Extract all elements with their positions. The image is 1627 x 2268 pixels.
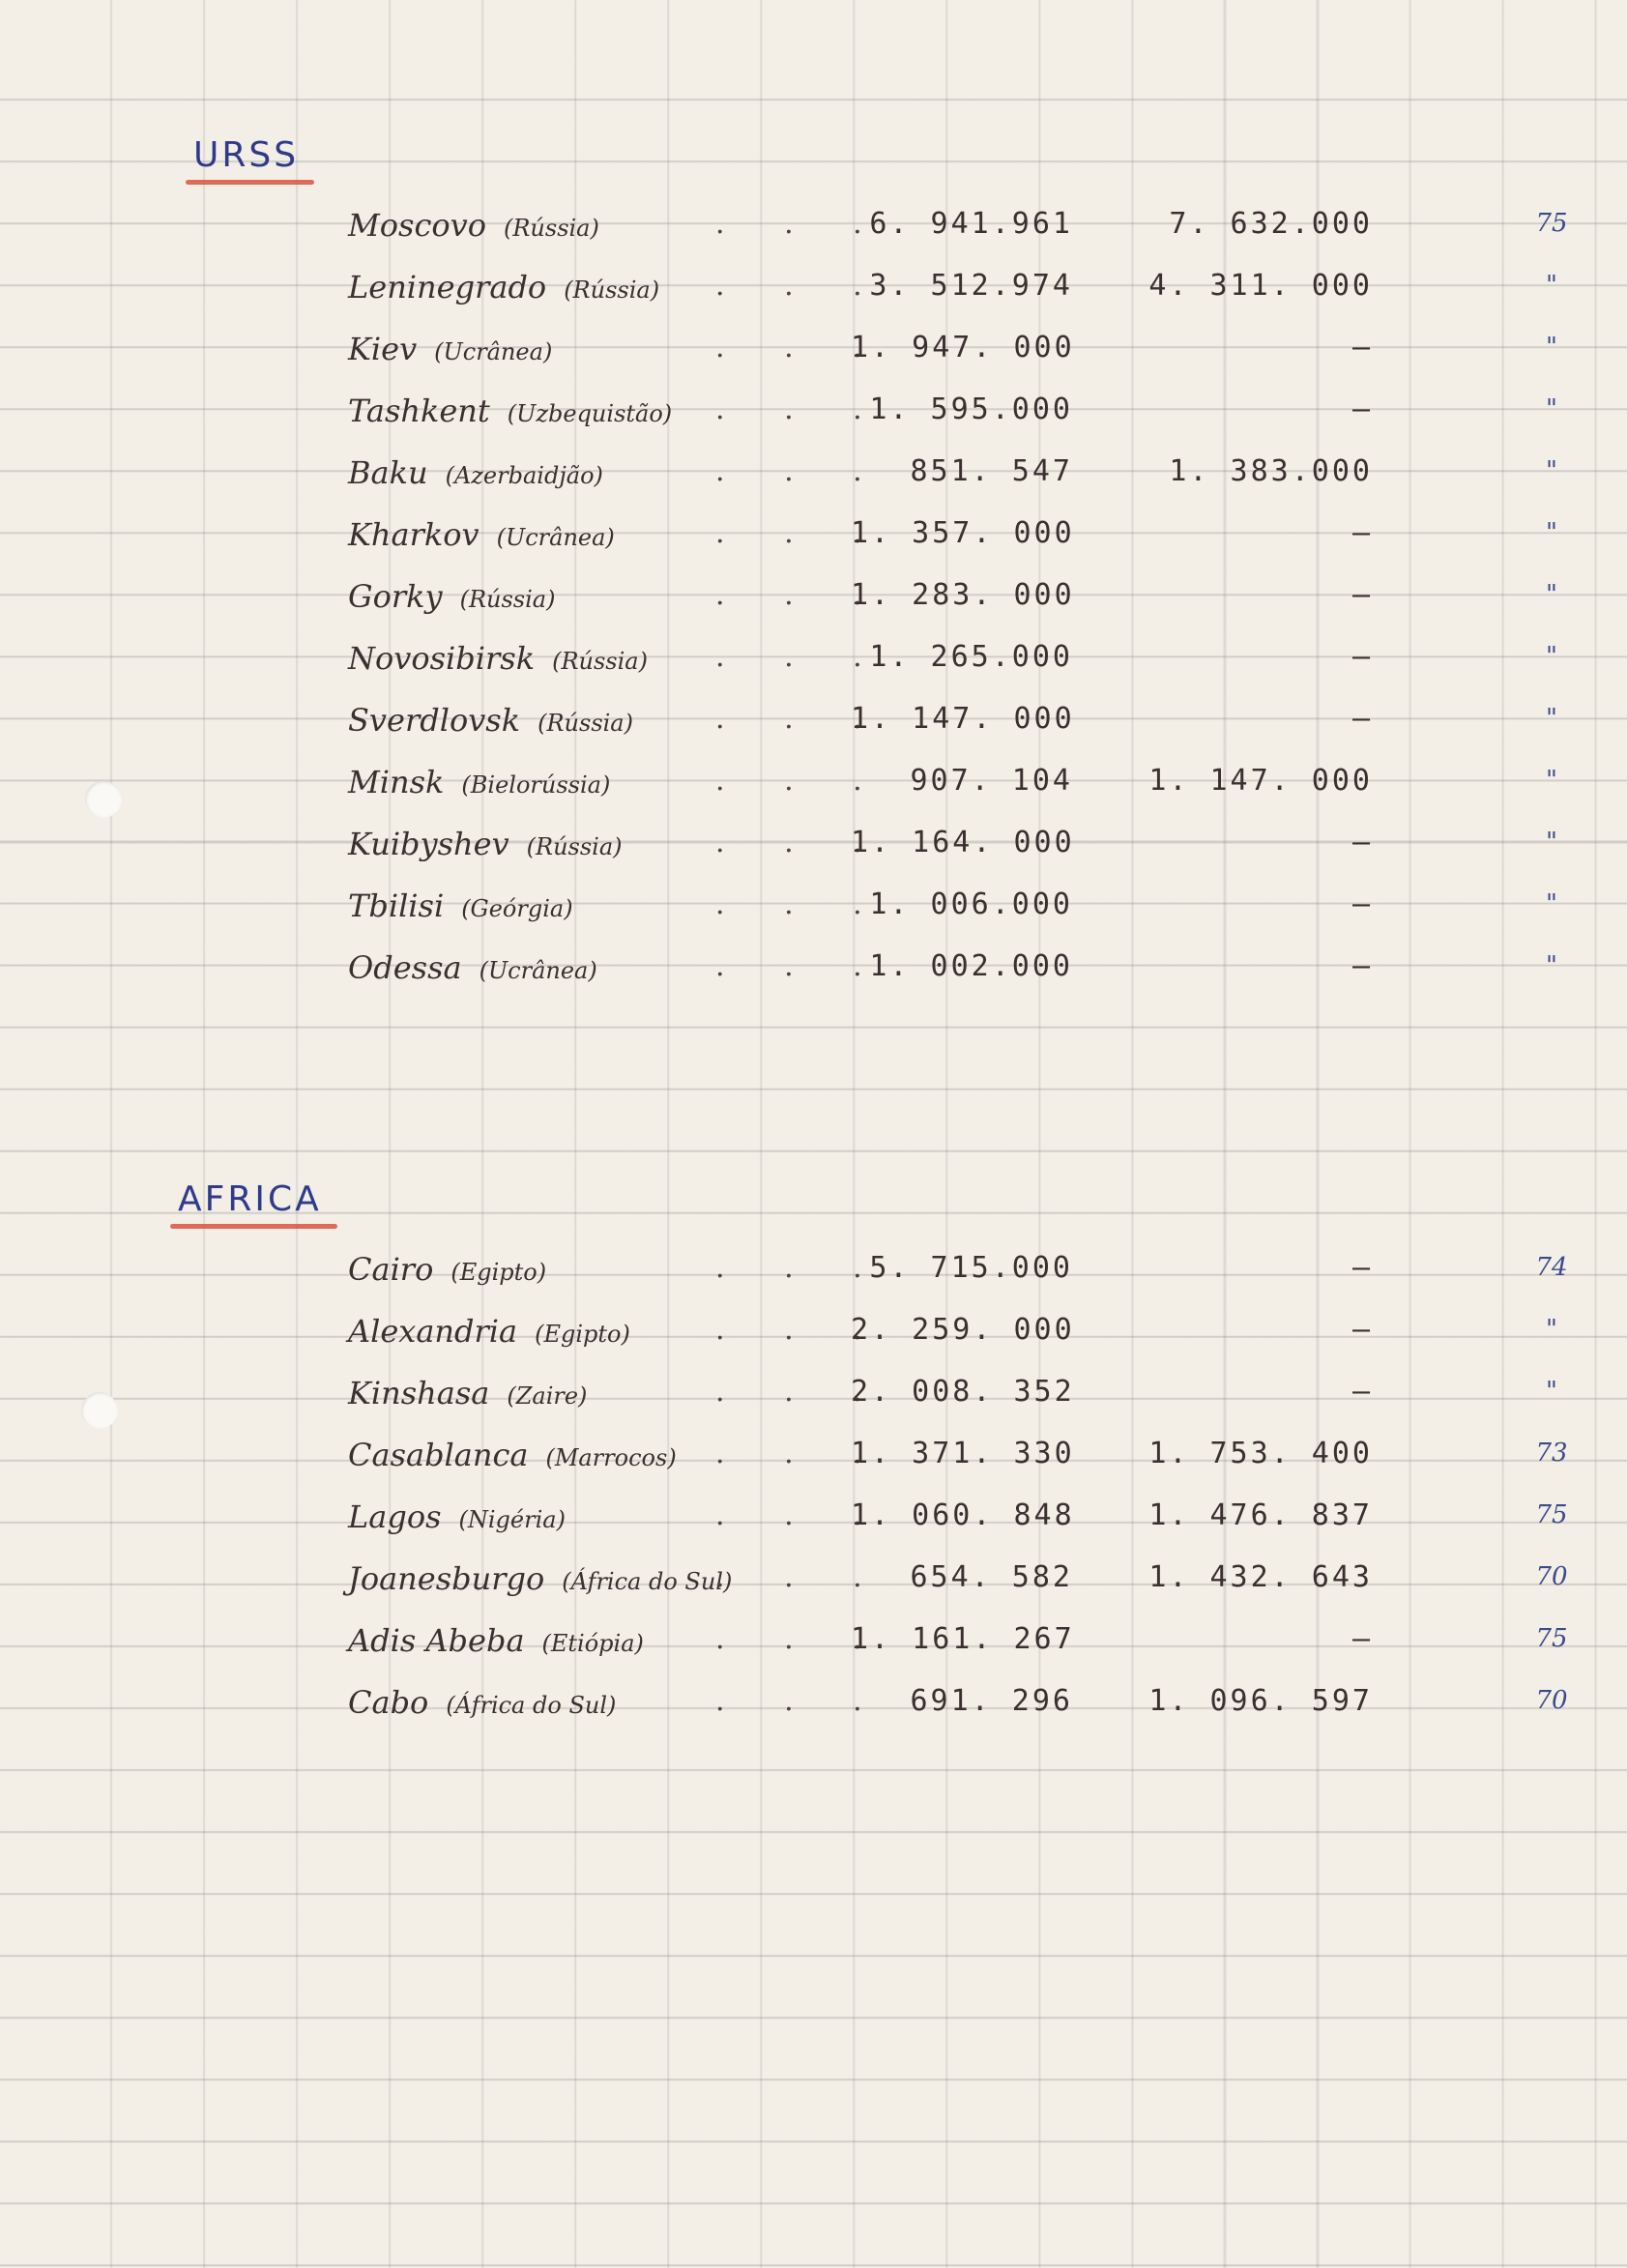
city-label: Joanesburgo [348,1560,545,1597]
table-row [0,503,1627,565]
year-mark: " [1546,704,1557,733]
population-city: 3. 512.974 [869,269,1073,303]
city-label: Kiev [348,331,418,367]
population-city: 1. 947. 000 [851,331,1075,364]
table-row [0,1423,1627,1485]
population-city: 5. 715.000 [869,1251,1073,1285]
city-label: Leninegrado [348,269,547,305]
year-mark: " [1546,951,1557,980]
city-name [348,393,672,429]
population-city: 1. 164. 000 [851,826,1075,859]
leader-dots: . . . [715,454,887,488]
city-label: Novosibirsk [348,640,536,677]
year-mark: 75 [1535,209,1568,238]
table-row [0,688,1627,750]
city-label: Sverdlovsk [348,702,521,739]
city-name [348,269,659,305]
population-metro: 1. 147. 000 [1148,764,1373,798]
country-label: (Nigéria) [458,1506,566,1533]
table-row [0,874,1627,936]
city-name [348,454,603,491]
city-label: Baku [348,454,428,491]
year-mark: 75 [1535,1624,1568,1653]
population-metro: – [1351,826,1373,859]
leader-dots: . . . [715,826,887,859]
leader-dots: . . . [715,1375,887,1409]
year-mark: 70 [1535,1562,1568,1591]
population-city: 1. 006.000 [869,887,1073,921]
city-label: Tashkent [348,393,490,429]
population-city: 1. 060. 848 [851,1498,1075,1532]
country-label: (Rússia) [552,648,648,675]
country-label: (Rússia) [564,276,660,304]
city-label: Odessa [348,949,462,986]
population-metro: – [1351,887,1373,921]
country-label: (Geórgia) [461,895,573,922]
population-city: 654. 582 [910,1560,1073,1594]
country-label: (África do Sul) [562,1568,733,1595]
population-city: 1. 265.000 [869,640,1073,674]
population-metro: – [1351,640,1373,674]
africa-heading: AFRICA [178,1179,322,1219]
population-metro: – [1351,1251,1373,1285]
country-label: (Marrocos) [545,1444,677,1471]
table-row [0,255,1627,317]
city-name [348,331,552,367]
population-metro: 7. 632.000 [1169,207,1373,241]
city-label: Casablanca [348,1437,529,1473]
leader-dots: . . . [715,1498,887,1532]
population-metro: 1. 096. 597 [1148,1684,1373,1718]
year-mark: " [1546,518,1557,547]
country-label: (Rússia) [459,586,556,613]
city-name [348,640,648,677]
population-metro: – [1351,949,1373,983]
city-name [348,764,610,800]
population-metro: 1. 383.000 [1169,454,1373,488]
table-row [0,193,1627,255]
table-row [0,626,1627,688]
country-label: (Ucrânea) [434,338,553,365]
population-city: 1. 371. 330 [851,1437,1075,1470]
country-label: (Etiópia) [541,1630,644,1657]
population-metro: – [1351,331,1373,364]
leader-dots: . . . [715,269,887,303]
city-name [348,516,615,553]
country-label: (Egipto) [535,1321,630,1348]
city-label: Adis Abeba [348,1622,525,1659]
table-row [0,1609,1627,1671]
population-city: 1. 002.000 [869,949,1073,983]
table-row [0,1485,1627,1547]
year-mark: " [1546,1315,1557,1344]
population-metro: – [1351,702,1373,736]
population-city: 1. 283. 000 [851,578,1075,612]
population-metro: – [1351,1313,1373,1347]
population-metro: – [1351,516,1373,550]
city-name [348,578,555,615]
city-label: Moscovo [348,207,486,244]
year-mark: " [1546,889,1557,918]
leader-dots: . . . [715,1560,887,1594]
year-mark: " [1546,642,1557,671]
city-name [348,826,623,862]
leader-dots: . . . [715,1313,887,1347]
table-row [0,1671,1627,1732]
city-label: Cairo [348,1251,434,1288]
leader-dots: . . . [715,764,887,798]
city-name [348,1375,587,1411]
city-name [348,1251,546,1288]
leader-dots: . . . [715,207,887,241]
city-label: Minsk [348,764,445,800]
leader-dots: . . . [715,1622,887,1656]
city-label: Kuibyshev [348,826,509,862]
country-label: (Azerbaidjão) [445,462,603,489]
population-city: 2. 008. 352 [851,1375,1075,1409]
country-label: (Zaire) [507,1382,588,1410]
population-city: 1. 595.000 [869,393,1073,426]
table-row [0,1547,1627,1609]
table-row [0,1237,1627,1299]
city-label: Lagos [348,1498,442,1535]
table-row [0,441,1627,503]
leader-dots: . . . [715,1684,887,1718]
city-name [348,1622,644,1659]
year-mark: " [1546,394,1557,423]
year-mark: " [1546,766,1557,795]
year-mark: 70 [1535,1686,1568,1715]
city-name [348,207,599,244]
population-metro: – [1351,1375,1373,1409]
country-label: (Egipto) [450,1259,547,1286]
year-mark: " [1546,828,1557,857]
city-name [348,887,573,924]
city-label: Cabo [348,1684,429,1721]
population-city: 6. 941.961 [869,207,1073,241]
year-mark: 73 [1535,1439,1568,1468]
population-metro: – [1351,1622,1373,1656]
population-city: 691. 296 [910,1684,1073,1718]
population-metro: 1. 432. 643 [1148,1560,1373,1594]
leader-dots: . . . [715,702,887,736]
city-label: Gorky [348,578,443,615]
population-city: 1. 147. 000 [851,702,1075,736]
population-city: 1. 357. 000 [851,516,1075,550]
leader-dots: . . . [715,578,887,612]
city-name [348,1498,566,1535]
population-metro: – [1351,578,1373,612]
population-metro: 1. 753. 400 [1148,1437,1373,1470]
year-mark: " [1546,1377,1557,1406]
population-metro: 4. 311. 000 [1148,269,1373,303]
country-label: (Rússia) [526,833,623,860]
table-row [0,565,1627,626]
population-city: 1. 161. 267 [851,1622,1075,1656]
country-label: (Rússia) [503,215,599,242]
table-row [0,936,1627,998]
city-label: Kinshasa [348,1375,490,1411]
country-label: (Bielorússia) [461,771,611,799]
city-name [348,1684,616,1721]
year-mark: " [1546,456,1557,485]
leader-dots: . . . [715,887,887,921]
city-label: Kharkov [348,516,479,553]
leader-dots: . . . [715,1437,887,1470]
leader-dots: . . . [715,393,887,426]
leader-dots: . . . [715,331,887,364]
population-city: 907. 104 [910,764,1073,798]
urss-heading: URSS [193,135,300,175]
leader-dots: . . . [715,516,887,550]
country-label: (Rússia) [537,710,633,737]
city-label: Tbilisi [348,887,445,924]
population-city: 2. 259. 000 [851,1313,1075,1347]
population-city: 851. 547 [910,454,1073,488]
country-label: (África do Sul) [446,1692,617,1719]
table-row [0,1299,1627,1361]
table-row [0,379,1627,441]
population-metro: 1. 476. 837 [1148,1498,1373,1532]
city-name [348,949,597,986]
table-row [0,317,1627,379]
year-mark: " [1546,271,1557,300]
year-mark: 75 [1535,1500,1568,1529]
city-name [348,1313,630,1350]
city-name [348,1560,732,1597]
country-label: (Ucrânea) [479,957,597,984]
city-name [348,702,633,739]
population-metro: – [1351,393,1373,426]
leader-dots: . . . [715,640,887,674]
country-label: (Ucrânea) [496,524,615,551]
table-row [0,812,1627,874]
table-row [0,750,1627,812]
leader-dots: . . . [715,1251,887,1285]
country-label: (Uzbequistão) [507,400,673,427]
city-name [348,1437,677,1473]
year-mark: " [1546,580,1557,609]
leader-dots: . . . [715,949,887,983]
year-mark: " [1546,333,1557,362]
city-label: Alexandria [348,1313,518,1350]
year-mark: 74 [1535,1253,1568,1282]
table-row [0,1361,1627,1423]
